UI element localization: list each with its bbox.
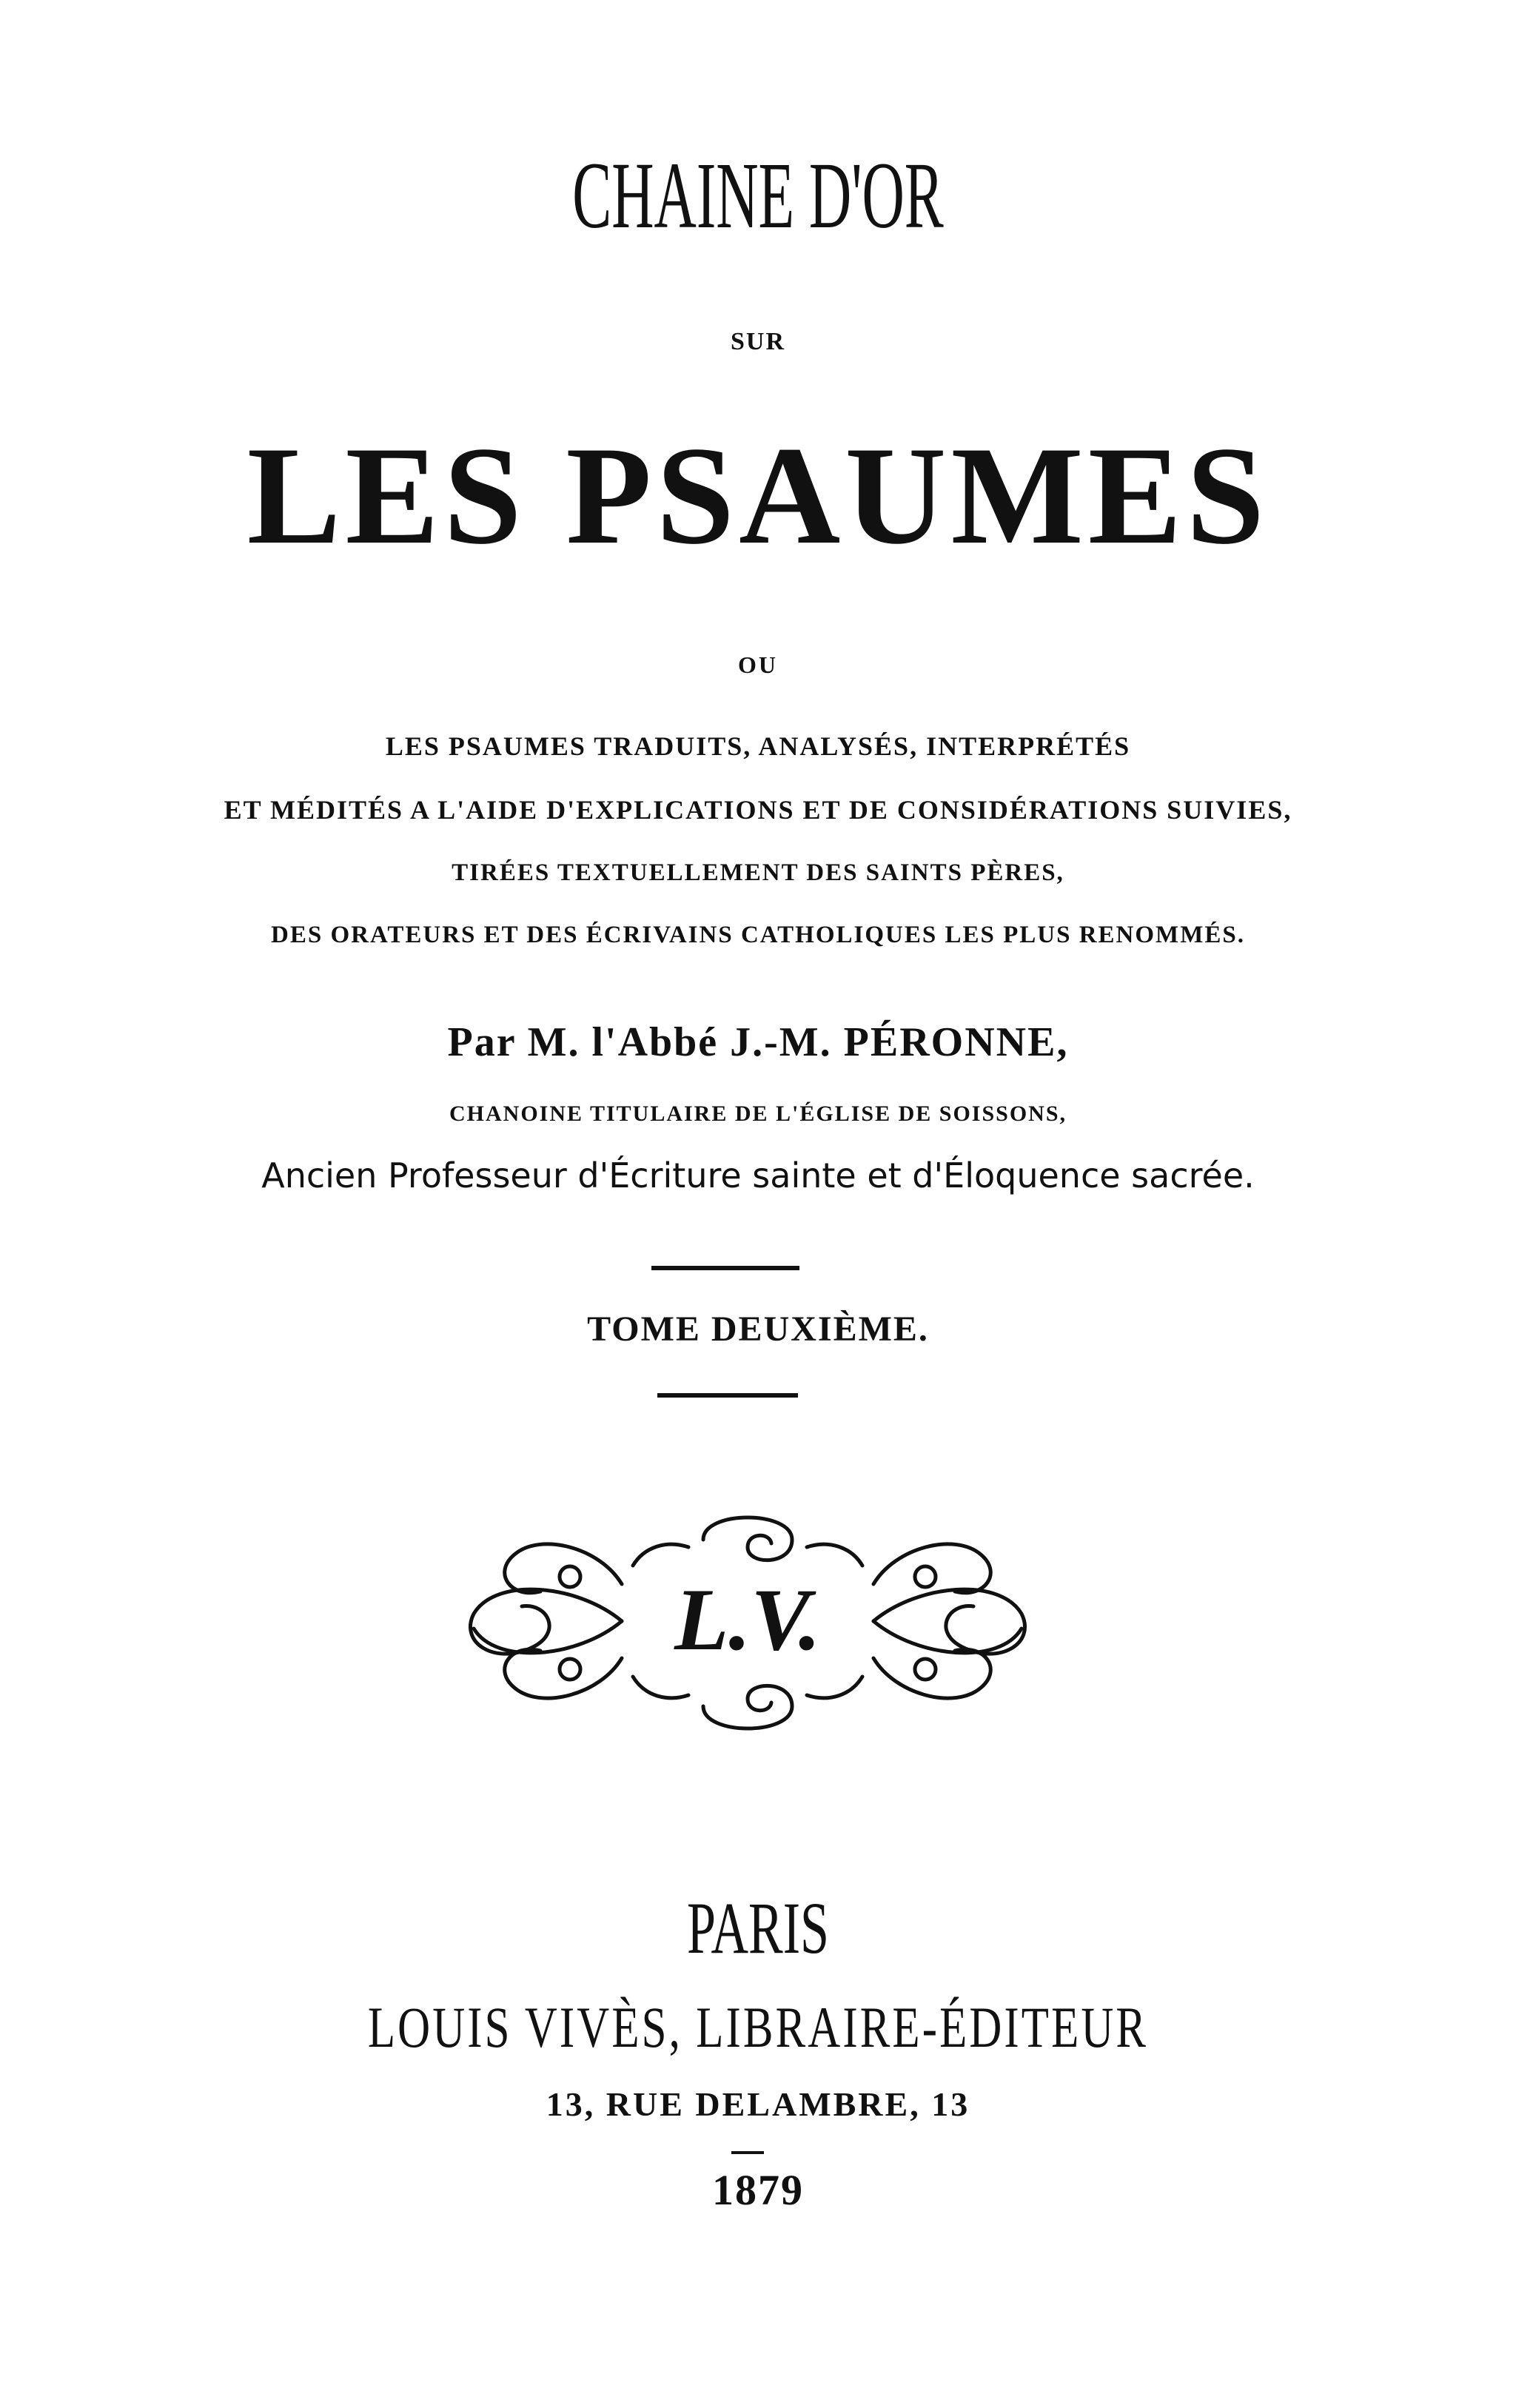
volume-label: TOME DEUXIÈME. bbox=[587, 1309, 929, 1349]
imprint-year: 1879 bbox=[712, 2166, 804, 2214]
imprint-publisher: LOUIS VIVÈS, LIBRAIRE-ÉDITEUR bbox=[367, 1995, 1149, 2059]
author-role: Ancien Professeur d'Écriture sainte et d'Éloquence sacrée. bbox=[261, 1156, 1255, 1195]
author-title: CHANOINE TITULAIRE DE L'ÉGLISE DE SOISSONS, bbox=[449, 1101, 1067, 1126]
author-line: Par M. l'Abbé J.-M. PÉRONNE, bbox=[447, 1019, 1069, 1065]
title-main: LES PSAUMES bbox=[246, 418, 1270, 574]
subtitle-line-1: LES PSAUMES TRADUITS, ANALYSÉS, INTERPRÉTÉS bbox=[385, 731, 1131, 761]
divider-bottom bbox=[657, 1393, 798, 1398]
connector-sur: SUR bbox=[730, 328, 786, 355]
imprint-dash bbox=[731, 2151, 764, 2154]
imprint-city: PARIS bbox=[687, 1887, 829, 1969]
imprint-address: 13, RUE DELAMBRE, 13 bbox=[546, 2085, 970, 2123]
subtitle-line-3: TIRÉES TEXTUELLEMENT DES SAINTS PÈRES, bbox=[452, 859, 1064, 886]
title-top: CHAINE D'OR bbox=[572, 143, 944, 248]
subtitle-line-2: ET MÉDITÉS A L'AIDE D'EXPLICATIONS ET DE CONSIDÉRATIONS SUIVIES, bbox=[224, 795, 1292, 825]
publisher-ornament bbox=[452, 1495, 1044, 1747]
ornament-monogram: L.V. bbox=[674, 1570, 821, 1669]
connector-ou: OU bbox=[738, 651, 778, 678]
subtitle-line-4: DES ORATEURS ET DES ÉCRIVAINS CATHOLIQUES LES PLUS RENOMMÉS. bbox=[271, 922, 1245, 948]
divider-top bbox=[651, 1266, 799, 1270]
